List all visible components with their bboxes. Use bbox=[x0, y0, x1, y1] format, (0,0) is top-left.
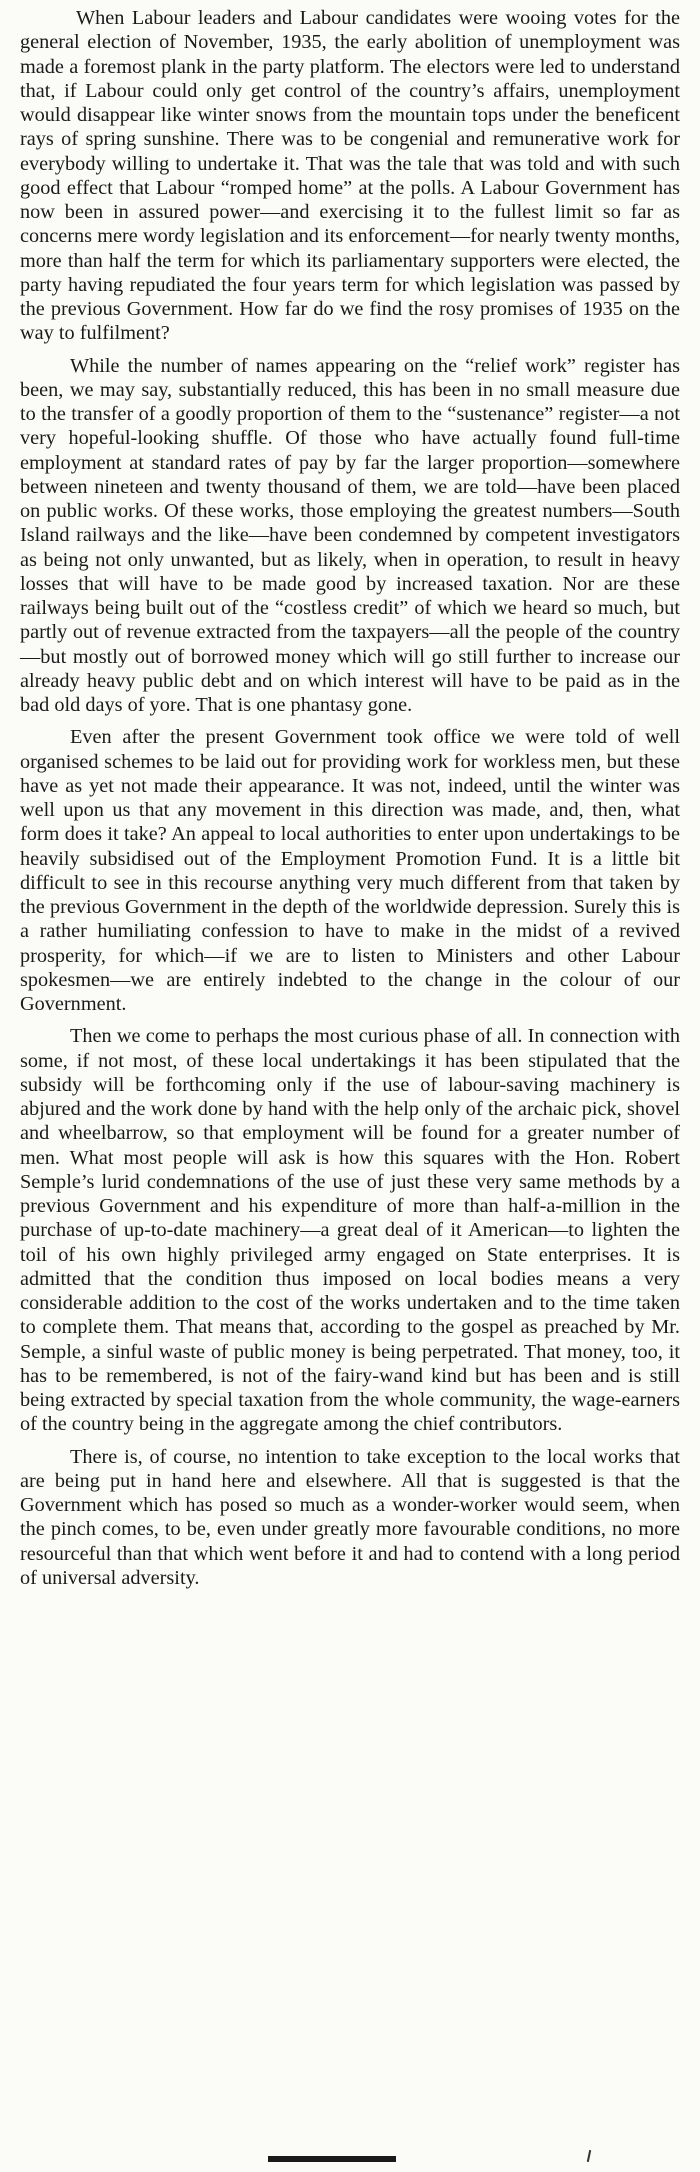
paragraph-organised-schemes: Even after the present Government took office we were told of well organised schemes to be laid out for providing work for workless men, but these have as yet not made their appearance. It was not, indeed, until the winter was well upon us that any movement in this direction was made, and, then, what form does it take? An appeal to local authorities to enter upon undertakings to be heavily subsidised out of the Employment Promotion Fund. It is a little bit difficult to see in this recourse anything very much different from that taken by the previous Government in the depth of the worldwide depression. Surely this is a rather humiliating confession to have to make in the midst of a revived prosperity, for which—if we are to listen to Ministers and other Labour spokesmen—we are entirely indebted to the change in the colour of our Government. bbox=[20, 726, 680, 1015]
section-divider bbox=[268, 2156, 396, 2162]
paragraph-machinery: Then we come to perhaps the most curious phase of all. In connection with some, if not most, of these local undertakings it has been stipulated that the subsidy will be forthcoming only if the use of labour-saving machinery is abjured and the work done by hand with the help only of the archaic pick, shovel and wheelbarrow, so that employment will be found for a greater number of men. What most people will ask is how this squares with the Hon. Robert Semple’s lurid condemnations of the use of just these very same methods by a previous Government and his expenditure of more than half-a-million in the purchase of up-to-date machinery—a great deal of it American—to lighten the toil of his own highly privileged army engaged on State enterprises. It is admitted that the condition thus imposed on local bodies means a very considerable addition to the cost of the works undertaken and to the time taken to complete them. That means that, according to the gospel as preached by Mr. Semple, a sinful waste of public money is being perpetrated. That money, too, it has to be remembered, is not of the fairy-wand kind but has been and is still being extracted by special taxation from the whole community, the wage-earners of the country being in the aggregate among the chief contributors. bbox=[20, 1025, 680, 1436]
paragraph-conclusion: There is, of course, no intention to take exception to the local works that are being put in hand here and elsewhere. All that is suggested is that the Government which has posed so much as a wonder-worker would seem, when the pinch comes, to be, even under greatly more favourable conditions, no more resourceful than that which went before it and had to contend with a long period of universal adversity. bbox=[20, 1445, 680, 1589]
paragraph-election-promises: When Labour leaders and Labour candidates were wooing votes for the general election of November, 1935, the early abolition of unemployment was made a foremost plank in the party platform. The electors were led to understand that, if Labour could only get control of the country’s affairs, unemployment would disappear like winter snows from the mountain tops under the beneficent rays of spring sunshine. There was to be congenial and remunerative work for everybody willing to undertake it. That was the tale that was told and with such good effect that Labour “romped home” at the polls. A Labour Government has now been in assured power—and exercising it to the fullest limit so far as concerns mere wordy legislation and its enforcement—for nearly twenty months, more than half the term for which its parliamentary supporters were elected, the party having repudiated the four years term for which legislation was passed by the previous Government. How far do we find the rosy promises of 1935 on the way to fulfilment? bbox=[20, 7, 680, 345]
article-column bbox=[20, 6, 680, 1598]
paragraph-relief-work: While the number of names appearing on the “relief work” register has been, we may say, substantially reduced, this has been in no small measure due to the transfer of a goodly proportion of them to the “sustenance” register—a not very hopeful-looking shuffle. Of those who have actually found full-time employment at standard rates of pay by far the larger proportion—somewhere between nineteen and twenty thousand of them, we are told—have been placed on public works. Of these works, those employing the greatest numbers—South Island railways and the like—have been condemned by competent investigators as being not only unwanted, but as likely, when in operation, to result in heavy losses that will have to be made good by increased taxation. Nor are these railways being built out of the “costless credit” of which we heard so much, but partly out of revenue extracted from the taxpayers—all the people of the country—but mostly out of borrowed money which will go still further to increase our already heavy public debt and on which interest will have to be paid as in the bad old days of yore. That is one phantasy gone. bbox=[20, 354, 680, 716]
print-mark bbox=[587, 2150, 591, 2162]
